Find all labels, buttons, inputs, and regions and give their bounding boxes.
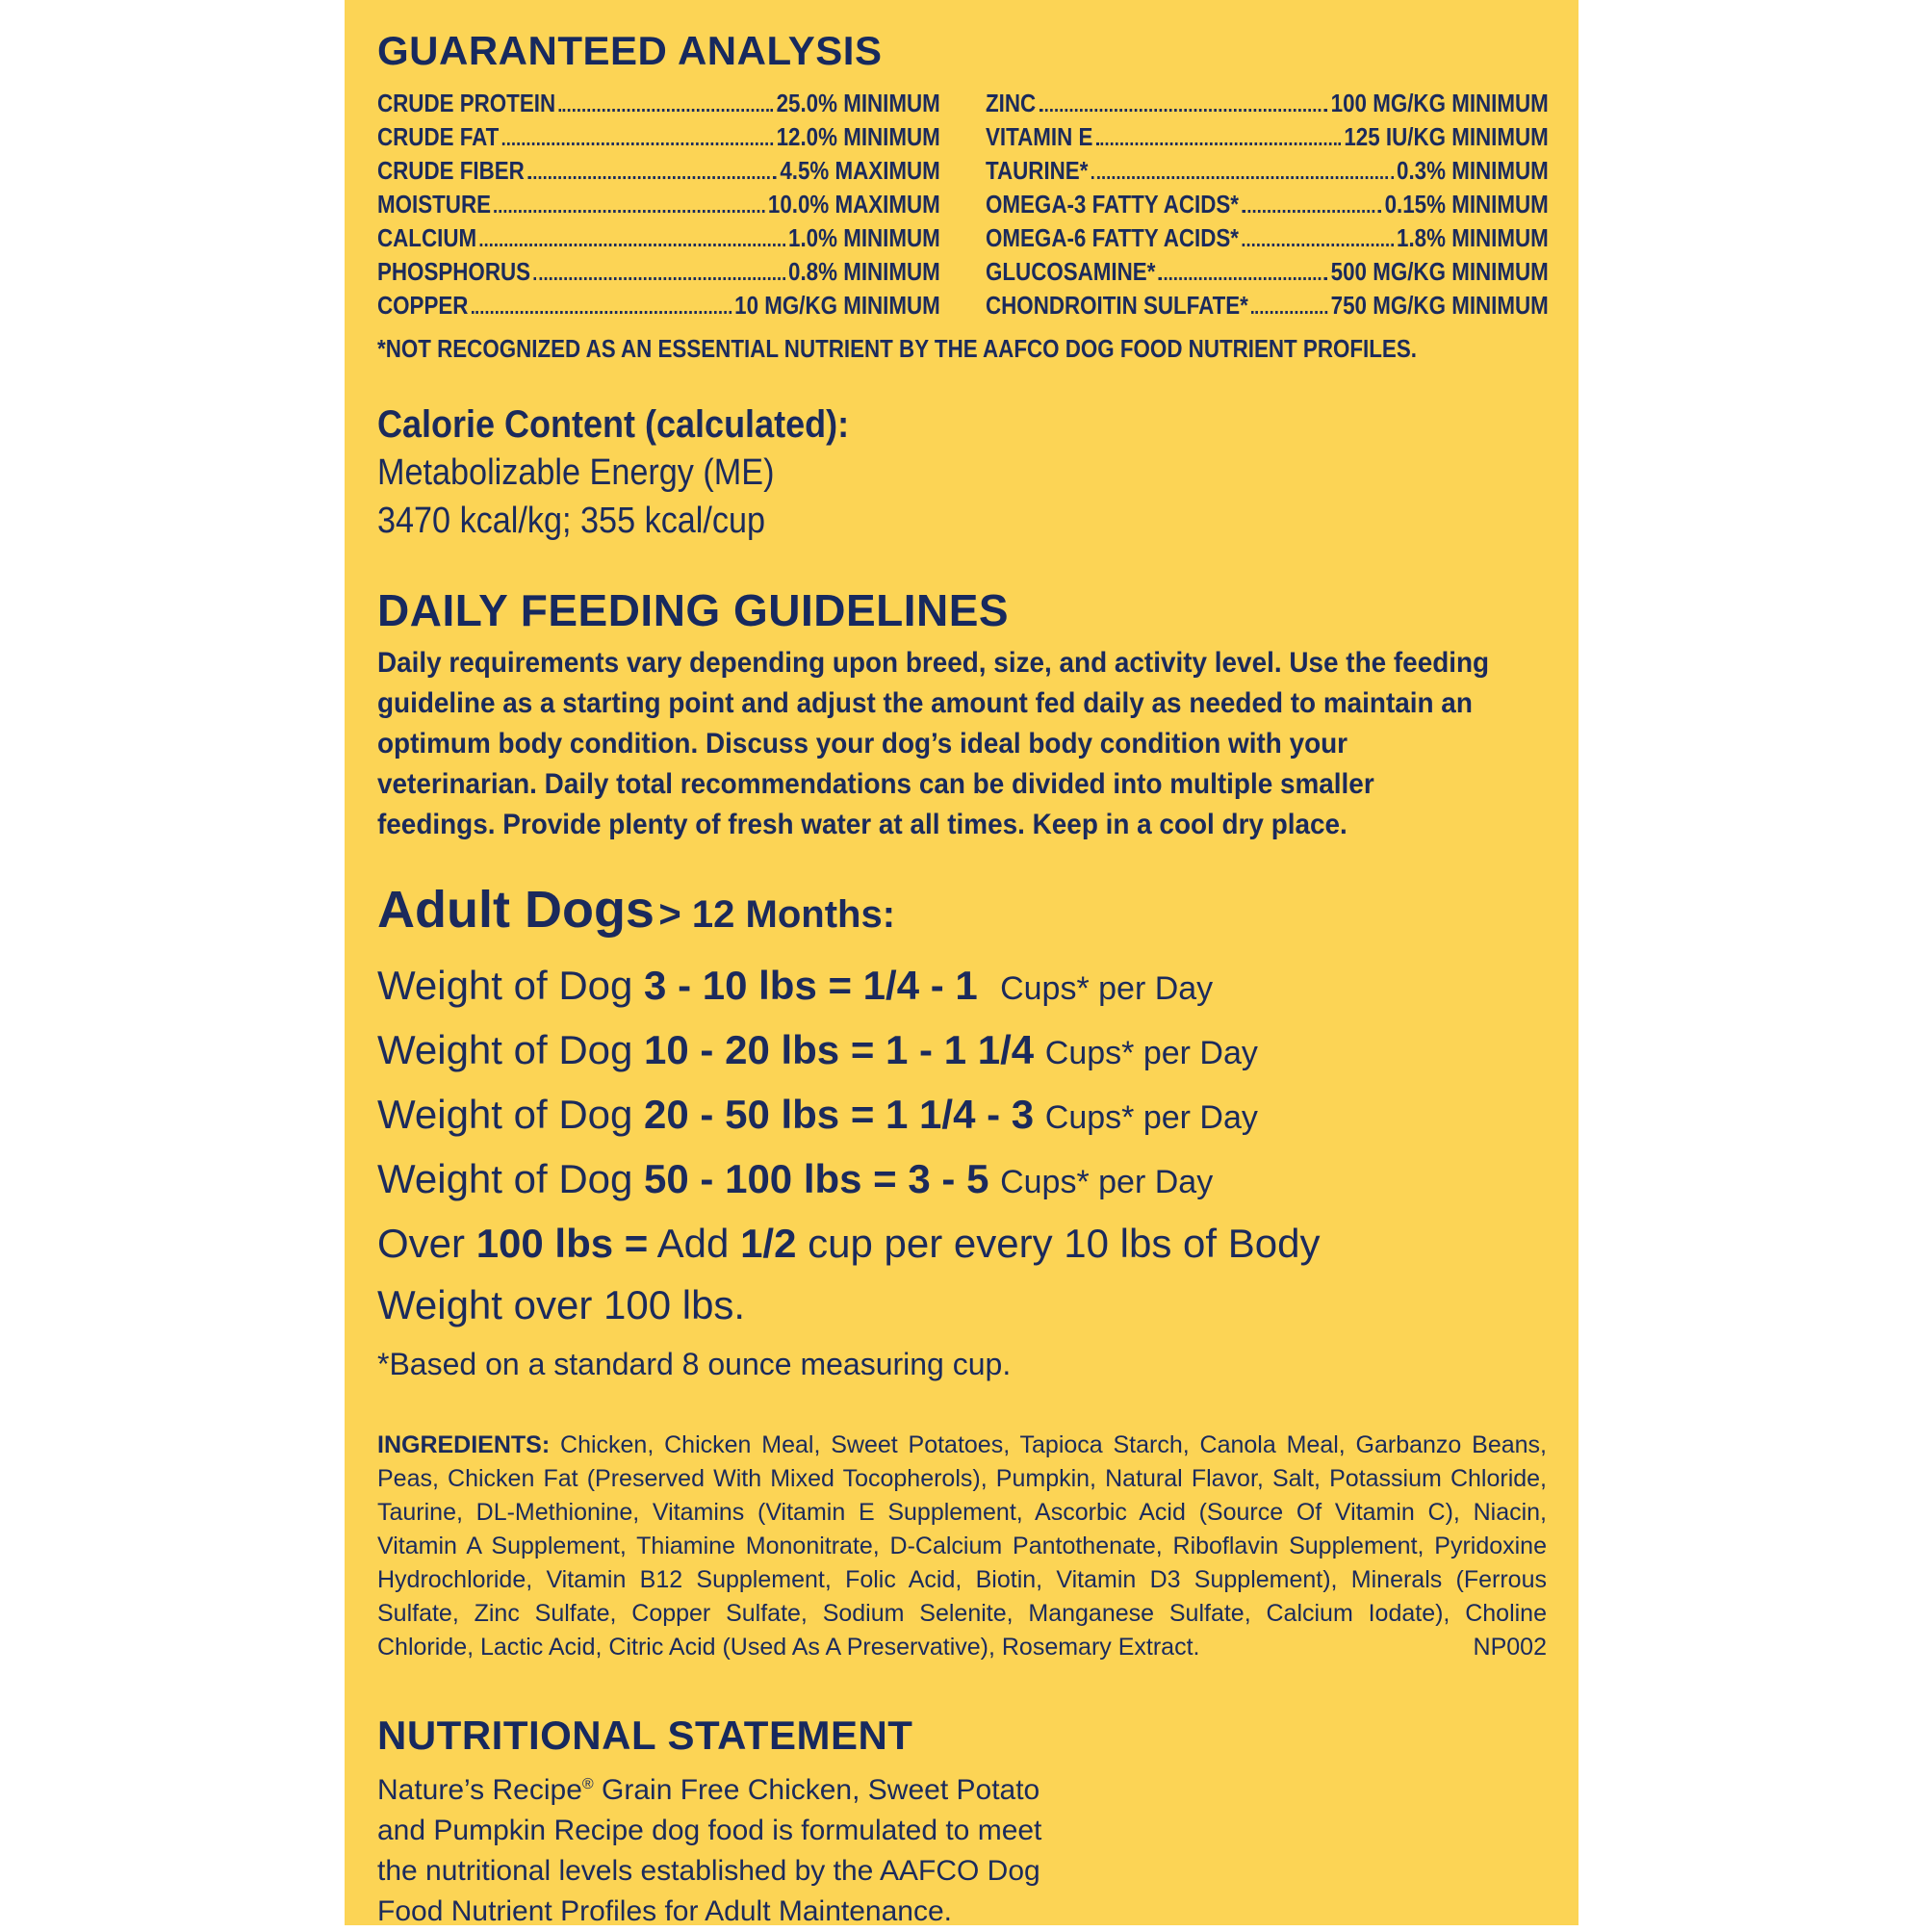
leader-dots [480, 244, 785, 246]
calorie-section [377, 400, 1552, 545]
ingredients-label: INGREDIENTS: [377, 1431, 551, 1458]
ga-label: ZINC [986, 89, 1037, 117]
product-code: NP002 [1473, 1634, 1547, 1661]
ga-row [377, 289, 940, 322]
ga-row [377, 87, 940, 120]
ga-label: CHONDROITIN SULFATE* [986, 291, 1248, 320]
calorie-title: Calorie Content (calculated): [377, 403, 850, 446]
ga-value: 750 MG/KG MINIMUM [1330, 291, 1549, 320]
ga-row [986, 87, 1549, 120]
ga-value: 4.5% MAXIMUM [780, 156, 940, 185]
leader-dots [472, 311, 732, 314]
ga-value: 0.15% MINIMUM [1384, 190, 1549, 219]
leader-dots [1159, 277, 1327, 280]
brand-name: Nature’s Recipe [377, 1774, 582, 1806]
ga-label: GLUCOSAMINE* [986, 257, 1156, 286]
ga-right-column [986, 87, 1548, 322]
feeding-row [377, 955, 1552, 1019]
ga-value: 25.0% MINIMUM [776, 89, 940, 117]
nutritional-title: NUTRITIONAL STATEMENT [377, 1713, 913, 1758]
ga-label: OMEGA-3 FATTY ACIDS* [986, 190, 1239, 219]
ga-label: CRUDE FIBER [377, 156, 525, 185]
guaranteed-analysis-table [377, 87, 1552, 322]
leader-dots [1251, 311, 1327, 314]
ga-label: TAURINE* [986, 156, 1089, 185]
label-content [377, 27, 1552, 1932]
ga-value: 1.8% MINIMUM [1397, 223, 1549, 252]
nutritional-body: Grain Free Chicken, Sweet Potato and Pumpkin Recipe dog food is formulated to meet the nutritional levels established by the AAFCO Dog Food Nutrient Profiles for Adult Maintenance. [377, 1774, 1042, 1927]
feeding-unit: Cups* per Day [1044, 1035, 1258, 1071]
ga-value: 1.0% MINIMUM [788, 223, 940, 252]
ga-row [377, 255, 940, 289]
feeding-prefix: Weight of Dog [377, 963, 633, 1008]
over-amount: 1/2 [740, 1221, 797, 1266]
feeding-unit: Cups* per Day [1044, 1099, 1258, 1136]
adult-title [377, 878, 1552, 955]
leader-dots [533, 277, 784, 280]
leader-dots [1040, 109, 1328, 112]
feeding-unit: Cups* per Day [1000, 970, 1214, 1007]
guaranteed-analysis-title: GUARANTEED ANALYSIS [377, 28, 883, 73]
leader-dots [527, 176, 777, 179]
ga-label: CALCIUM [377, 223, 477, 252]
cup-footnote: *Based on a standard 8 ounce measuring cup. [377, 1347, 1012, 1381]
aafco-footnote: *NOT RECOGNIZED AS AN ESSENTIAL NUTRIENT BY THE AAFCO DOG FOOD NUTRIENT PROFILES. [377, 334, 1417, 363]
calorie-me-label: Metabolizable Energy (ME) [377, 452, 775, 493]
feeding-row-over-100 [377, 1213, 1552, 1275]
leader-dots [559, 109, 774, 112]
ga-value: 12.0% MINIMUM [776, 122, 940, 151]
over-rule: cup per every 10 lbs of Body [808, 1221, 1321, 1266]
leader-dots [502, 142, 773, 145]
over-add: Add [656, 1221, 730, 1266]
ga-value: 0.8% MINIMUM [788, 257, 940, 286]
ga-row [377, 221, 940, 255]
adult-title-main: Adult Dogs [377, 881, 654, 939]
feeding-title: DAILY FEEDING GUIDELINES [377, 585, 1010, 635]
feeding-range: 50 - 100 lbs = 3 - 5 [644, 1156, 989, 1201]
over-weight: 100 lbs = [475, 1221, 649, 1266]
ga-value: 100 MG/KG MINIMUM [1330, 89, 1549, 117]
ga-left-column [377, 87, 939, 322]
leader-dots [1091, 176, 1394, 179]
ga-label: PHOSPHORUS [377, 257, 531, 286]
ga-label: OMEGA-6 FATTY ACIDS* [986, 223, 1239, 252]
calorie-values: 3470 kcal/kg; 355 kcal/cup [377, 501, 766, 541]
feeding-prefix: Weight of Dog [377, 1156, 633, 1201]
ga-row [986, 154, 1549, 188]
ingredients-text: Chicken, Chicken Meal, Sweet Potatoes, Tapioca Starch, Canola Meal, Garbanzo Beans, Peas, Chicken Fat (Preserved With Mixed Tocopherols), Pumpkin, Natural Flavor, Salt, Potassium Chloride, Taurine, DL-Methionine, Vitamins (Vitamin E Supplement, Ascorbic Acid (Source Of Vitamin C), Niacin, Vitamin A Supplement, Thiamine Mononitrate, D-Calcium Pantothenate, Riboflavin Supplement, Pyridoxine Hydrochloride, Vitamin B12 Supplement, Folic Acid, Biotin, Vitamin D3 Supplement), Minerals (Ferrous Sulfate, Zinc Sulfate, Copper Sulfate, Sodium Selenite, Manganese Sulfate, Calcium Iodate), Choline Chloride, Lactic Acid, Citric Acid (Used As A Preservative), Rosemary Extract. [377, 1431, 1547, 1661]
ga-label: MOISTURE [377, 190, 492, 219]
feeding-prefix: Weight of Dog [377, 1092, 633, 1137]
feeding-row [377, 1084, 1552, 1148]
nutritional-statement [377, 1711, 1552, 1932]
feeding-row [377, 1019, 1552, 1084]
adult-feeding-chart [377, 878, 1552, 1388]
ga-label: VITAMIN E [986, 122, 1093, 151]
ga-value: 125 IU/KG MINIMUM [1344, 122, 1549, 151]
ga-row [377, 154, 940, 188]
ga-row [986, 255, 1549, 289]
feeding-section [377, 583, 1552, 845]
ga-value: 0.3% MINIMUM [1397, 156, 1549, 185]
ga-value: 500 MG/KG MINIMUM [1330, 257, 1549, 286]
feeding-range: 20 - 50 lbs = 1 1/4 - 3 [644, 1092, 1035, 1137]
feeding-range: 3 - 10 lbs = 1/4 - 1 [644, 963, 978, 1008]
leader-dots [1242, 244, 1393, 246]
feeding-unit: Cups* per Day [1000, 1164, 1214, 1200]
feeding-row [377, 1148, 1552, 1213]
leader-dots [494, 210, 764, 213]
over-label: Over [377, 1221, 466, 1266]
ga-label: CRUDE PROTEIN [377, 89, 556, 117]
ga-value: 10 MG/KG MINIMUM [734, 291, 940, 320]
feeding-row-over-100-cont: Weight over 100 lbs. [377, 1282, 746, 1327]
ga-value: 10.0% MAXIMUM [767, 190, 940, 219]
ga-row [986, 289, 1549, 322]
feeding-text: Daily requirements vary depending upon breed, size, and activity level. Use the feeding guideline as a starting point and adjust the amount fed daily as needed to maintain an optimum body condition. Discuss your dog’s ideal body condition with your veterinarian. Daily total recommendations can be divided into multiple smaller feedings. Provide plenty of fresh water at all times. Keep in a cool dry place. [377, 647, 1490, 840]
ga-row [986, 188, 1549, 221]
ga-row [986, 120, 1549, 154]
leader-dots [1242, 210, 1381, 213]
ingredients-block [377, 1429, 1547, 1664]
nutritional-text [377, 1765, 1070, 1932]
ga-row [986, 221, 1549, 255]
registered-mark: ® [581, 1776, 594, 1792]
ga-row [377, 120, 940, 154]
feeding-range: 10 - 20 lbs = 1 - 1 1/4 [644, 1027, 1035, 1072]
adult-title-age: > 12 Months: [658, 893, 896, 936]
leader-dots [1096, 142, 1341, 145]
ga-label: COPPER [377, 291, 469, 320]
ga-row [377, 188, 940, 221]
ga-label: CRUDE FAT [377, 122, 500, 151]
feeding-prefix: Weight of Dog [377, 1027, 633, 1072]
